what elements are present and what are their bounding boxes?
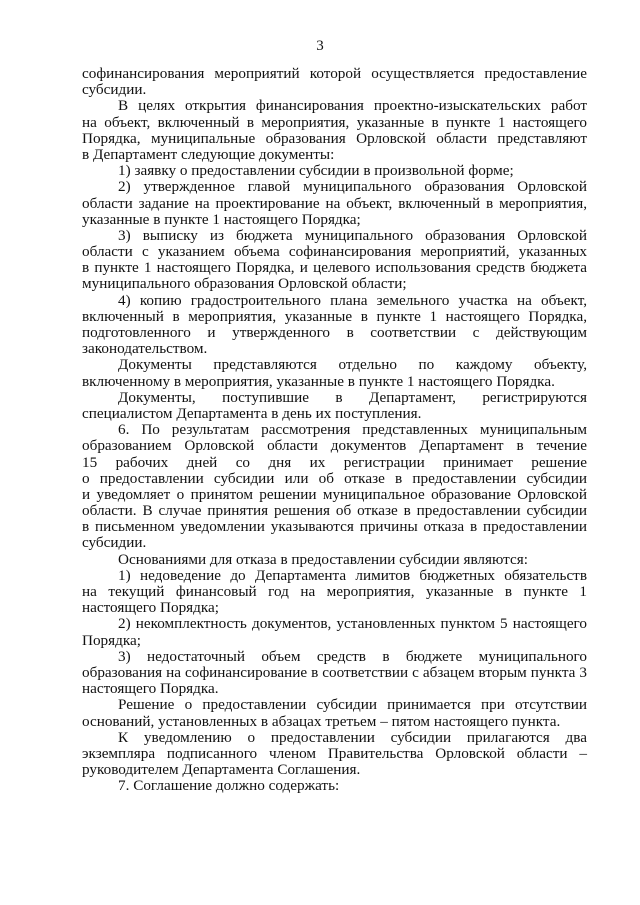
text-line: в пункте 1 настоящего Порядка, и целевого использования средств бюджета <box>82 259 587 277</box>
text-line: образования на софинансирование в соответствии с абзацем вторым пункта 3 <box>82 663 587 681</box>
text-line: Решение о предоставлении субсидии принимается при отсутствии <box>118 696 587 714</box>
text-line: 3) недостаточный объем средств в бюджете муниципального <box>118 647 587 665</box>
text-line: софинансирования мероприятий которой осуществляется предоставление <box>82 65 587 82</box>
text-line: руководителем Департамента Соглашения. <box>82 761 361 779</box>
text-line: на текущий финансовый год на мероприятия, указанные в пункте 1 <box>82 583 587 600</box>
text-line: Порядка, муниципальные образования Орловской области представляют <box>82 129 587 147</box>
text-line: области. В случае принятия решения об отказе в предоставлении субсидии <box>82 502 587 520</box>
text-line: 4) копию градостроительного плана земельного участка на объект, <box>118 291 587 309</box>
text-line: 1) заявку о предоставлении субсидии в произвольной форме; <box>118 162 514 180</box>
text-line: 7. Соглашение должно содержать: <box>118 777 340 795</box>
text-line: образованием Орловской области документов Департамент в течение <box>82 437 587 455</box>
text-line: о предоставлении субсидии или об отказе в предоставлении субсидии <box>82 469 587 487</box>
text-line: в Департамент следующие документы: <box>82 145 335 163</box>
text-line: Документы представляются отдельно по каждому объекту, <box>118 356 587 374</box>
text-line: включенный в мероприятия, указанные в пункте 1 настоящего Порядка, <box>82 307 587 325</box>
text-line: области задание на проектирование на объект, включенный в мероприятия, <box>82 194 587 212</box>
text-line: настоящего Порядка. <box>82 680 219 698</box>
text-line: субсидии. <box>82 81 147 99</box>
text-line: субсидии. <box>82 534 147 552</box>
text-line: настоящего Порядка; <box>82 599 219 617</box>
page-number: 3 <box>316 38 324 54</box>
text-line: муниципального образования Орловской области; <box>82 275 407 293</box>
text-line: 1) недоведение до Департамента лимитов бюджетных обязательств <box>118 566 587 584</box>
text-line: В целях открытия финансирования проектно-изыскательских работ <box>118 97 587 115</box>
text-line: Основаниями для отказа в предоставлении субсидии являются: <box>118 550 528 568</box>
text-line: на объект, включенный в мероприятия, указанные в пункте 1 настоящего <box>82 113 587 131</box>
text-line: 2) некомплектность документов, установленных пунктом 5 настоящего <box>118 615 587 633</box>
text-line: оснований, установленных в абзацах третьем – пятом настоящего пункта. <box>82 712 561 730</box>
text-line: Порядка; <box>82 631 141 649</box>
text-line: 2) утвержденное главой муниципального образования Орловской <box>118 178 587 196</box>
text-line: 3) выписку из бюджета муниципального образования Орловской <box>118 226 587 244</box>
text-line: подготовленного и утвержденного в соответствии с действующим <box>82 324 587 341</box>
text-line: Документы, поступившие в Департамент, регистрируются <box>118 388 587 406</box>
text-line: 15 рабочих дней со дня их регистрации принимает решение <box>82 453 587 471</box>
text-line: 6. По результатам рассмотрения представленных муниципальным <box>118 421 587 439</box>
text-line: и уведомляет о принятом решении муниципальное образование Орловской <box>82 485 587 503</box>
text-line: в письменном уведомлении указываются причины отказа в предоставлении <box>82 518 587 536</box>
text-line: К уведомлению о предоставлении субсидии прилагаются два <box>118 728 587 746</box>
text-line: указанные в пункте 1 настоящего Порядка; <box>82 210 361 228</box>
document-body <box>82 66 587 794</box>
text-line: законодательством. <box>82 340 208 358</box>
text-line: специалистом Департамента в день их поступления. <box>82 404 422 422</box>
text-line: области с указанием объема софинансирования мероприятий, указанных <box>82 243 587 261</box>
text-line: экземпляра подписанного членом Правительства Орловской области – <box>82 744 587 762</box>
text-line: включенному в мероприятия, указанные в пункте 1 настоящего Порядка. <box>82 372 555 390</box>
